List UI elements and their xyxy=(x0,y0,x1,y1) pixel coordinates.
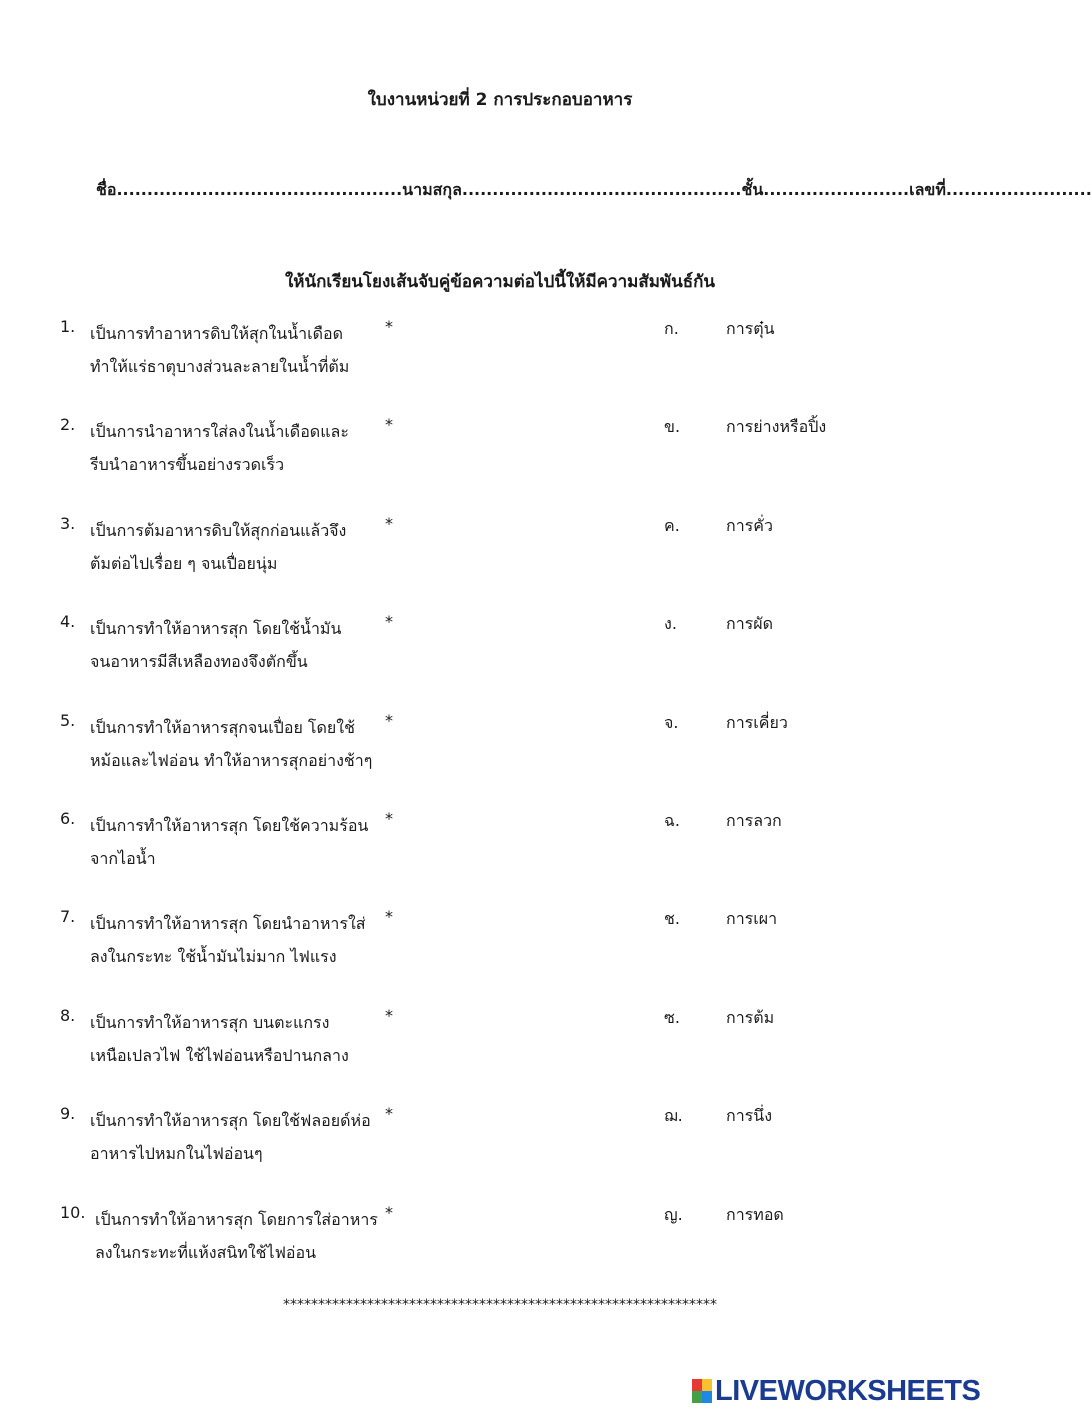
answer-text: การนึ่ง xyxy=(726,1106,773,1125)
item-number: 9. xyxy=(60,1104,76,1123)
left-connector-dot[interactable]: * xyxy=(385,1203,393,1222)
description-line-2: รีบนำอาหารขึ้นอย่างรวดเร็ว xyxy=(90,455,285,474)
item-description xyxy=(90,317,382,383)
answer-text: การลวก xyxy=(726,811,782,830)
answer-text: การผัด xyxy=(726,614,774,633)
item-description xyxy=(90,1006,382,1072)
item-description xyxy=(90,809,382,875)
left-connector-dot[interactable]: * xyxy=(385,711,393,730)
item-number: 4. xyxy=(60,612,76,631)
item-number: 8. xyxy=(60,1006,76,1025)
item-description xyxy=(90,514,382,580)
description-line-1: เป็นการทำอาหารดิบให้สุกในน้ำเดือด xyxy=(90,324,343,343)
description-line-2: ลงในกระทะที่แห้งสนิทใช้ไฟอ่อน xyxy=(95,1243,317,1262)
answer-letter[interactable]: ฌ. xyxy=(664,1106,683,1125)
description-line-2: หม้อและไฟอ่อน ทำให้อาหารสุกอย่างช้าๆ xyxy=(90,751,373,770)
left-connector-dot[interactable]: * xyxy=(385,1006,393,1025)
item-description xyxy=(90,711,382,777)
logo-mark-icon xyxy=(692,1379,712,1403)
description-line-1: เป็นการต้มอาหารดิบให้สุกก่อนแล้วจึง xyxy=(90,521,347,540)
description-line-1: เป็นการทำให้อาหารสุก โดยใช้ฟลอยด์ห่อ xyxy=(90,1111,371,1130)
student-info-line: ชื่อ...............................................นามสกุล..............................................ชั้น........................เลขที่........................ xyxy=(96,180,1092,199)
answer-text: การย่างหรือปิ้ง xyxy=(726,417,827,436)
description-line-2: จนอาหารมีสีเหลืองทองจึงตักขึ้น xyxy=(90,652,308,671)
logo-text: LIVEWORKSHEETS xyxy=(715,1374,981,1407)
description-line-2: ลงในกระทะ ใช้น้ำมันไม่มาก ไฟแรง xyxy=(90,947,337,966)
answer-letter[interactable]: ช. xyxy=(664,909,680,928)
match-row xyxy=(0,1006,1000,1086)
answer-letter[interactable]: ค. xyxy=(664,516,680,535)
worksheet-title: ใบงานหน่วยที่ 2 การประกอบอาหาร xyxy=(367,90,633,110)
item-number: 2. xyxy=(60,415,76,434)
answer-letter[interactable]: ก. xyxy=(664,319,679,338)
item-description xyxy=(95,1203,387,1269)
match-row xyxy=(0,415,1000,495)
answer-letter[interactable]: ญ. xyxy=(664,1205,683,1224)
description-line-2: ทำให้แร่ธาตุบางส่วนละลายในน้ำที่ต้ม xyxy=(90,357,350,376)
match-row xyxy=(0,612,1000,692)
description-line-1: เป็นการทำให้อาหารสุก โดยการใส่อาหาร xyxy=(95,1210,378,1229)
left-connector-dot[interactable]: * xyxy=(385,907,393,926)
item-description xyxy=(90,907,382,973)
description-line-1: เป็นการทำให้อาหารสุก โดยใช้ความร้อน xyxy=(90,816,369,835)
match-row xyxy=(0,514,1000,594)
match-row xyxy=(0,907,1000,987)
answer-letter[interactable]: จ. xyxy=(664,713,679,732)
description-line-1: เป็นการทำให้อาหารสุก บนตะแกรง xyxy=(90,1013,330,1032)
left-connector-dot[interactable]: * xyxy=(385,809,393,828)
answer-letter[interactable]: ฉ. xyxy=(664,811,680,830)
item-description xyxy=(90,612,382,678)
left-connector-dot[interactable]: * xyxy=(385,317,393,336)
match-row xyxy=(0,809,1000,889)
description-line-1: เป็นการนำอาหารใส่ลงในน้ำเดือดและ xyxy=(90,422,349,441)
item-number: 5. xyxy=(60,711,76,730)
answer-text: การเคี่ยว xyxy=(726,713,788,732)
instruction-text: ให้นักเรียนโยงเส้นจับคู่ข้อความต่อไปนี้ให้มีความสัมพันธ์กัน xyxy=(284,272,716,292)
end-divider: ************************************************************** xyxy=(283,1297,717,1313)
description-line-2: ต้มต่อไปเรื่อย ๆ จนเปื่อยนุ่ม xyxy=(90,554,278,573)
left-connector-dot[interactable]: * xyxy=(385,1104,393,1123)
description-line-2: เหนือเปลวไฟ ใช้ไฟอ่อนหรือปานกลาง xyxy=(90,1046,349,1065)
match-row xyxy=(0,1203,1000,1283)
answer-letter[interactable]: ข. xyxy=(664,417,681,436)
answer-letter[interactable]: ง. xyxy=(664,614,677,633)
match-row xyxy=(0,317,1000,397)
item-number: 3. xyxy=(60,514,76,533)
description-line-2: จากไอน้ำ xyxy=(90,849,156,868)
left-connector-dot[interactable]: * xyxy=(385,514,393,533)
item-number: 1. xyxy=(60,317,76,336)
description-line-1: เป็นการทำให้อาหารสุกจนเปื่อย โดยใช้ xyxy=(90,718,355,737)
answer-letter[interactable]: ซ. xyxy=(664,1008,680,1027)
item-number: 6. xyxy=(60,809,76,828)
item-number: 7. xyxy=(60,907,76,926)
left-connector-dot[interactable]: * xyxy=(385,415,393,434)
answer-text: การต้ม xyxy=(726,1008,775,1027)
item-number: 10. xyxy=(60,1203,86,1222)
description-line-1: เป็นการทำให้อาหารสุก โดยใช้น้ำมัน xyxy=(90,619,342,638)
description-line-2: อาหารไปหมกในไฟอ่อนๆ xyxy=(90,1144,263,1163)
left-connector-dot[interactable]: * xyxy=(385,612,393,631)
description-line-1: เป็นการทำให้อาหารสุก โดยนำอาหารใส่ xyxy=(90,914,366,933)
item-description xyxy=(90,415,382,481)
answer-text: การทอด xyxy=(726,1205,784,1224)
answer-text: การตุ๋น xyxy=(726,319,775,338)
answer-text: การคั่ว xyxy=(726,516,773,535)
item-description xyxy=(90,1104,382,1170)
liveworksheets-logo xyxy=(692,1376,980,1406)
match-row xyxy=(0,711,1000,791)
answer-text: การเผา xyxy=(726,909,778,928)
match-row xyxy=(0,1104,1000,1184)
